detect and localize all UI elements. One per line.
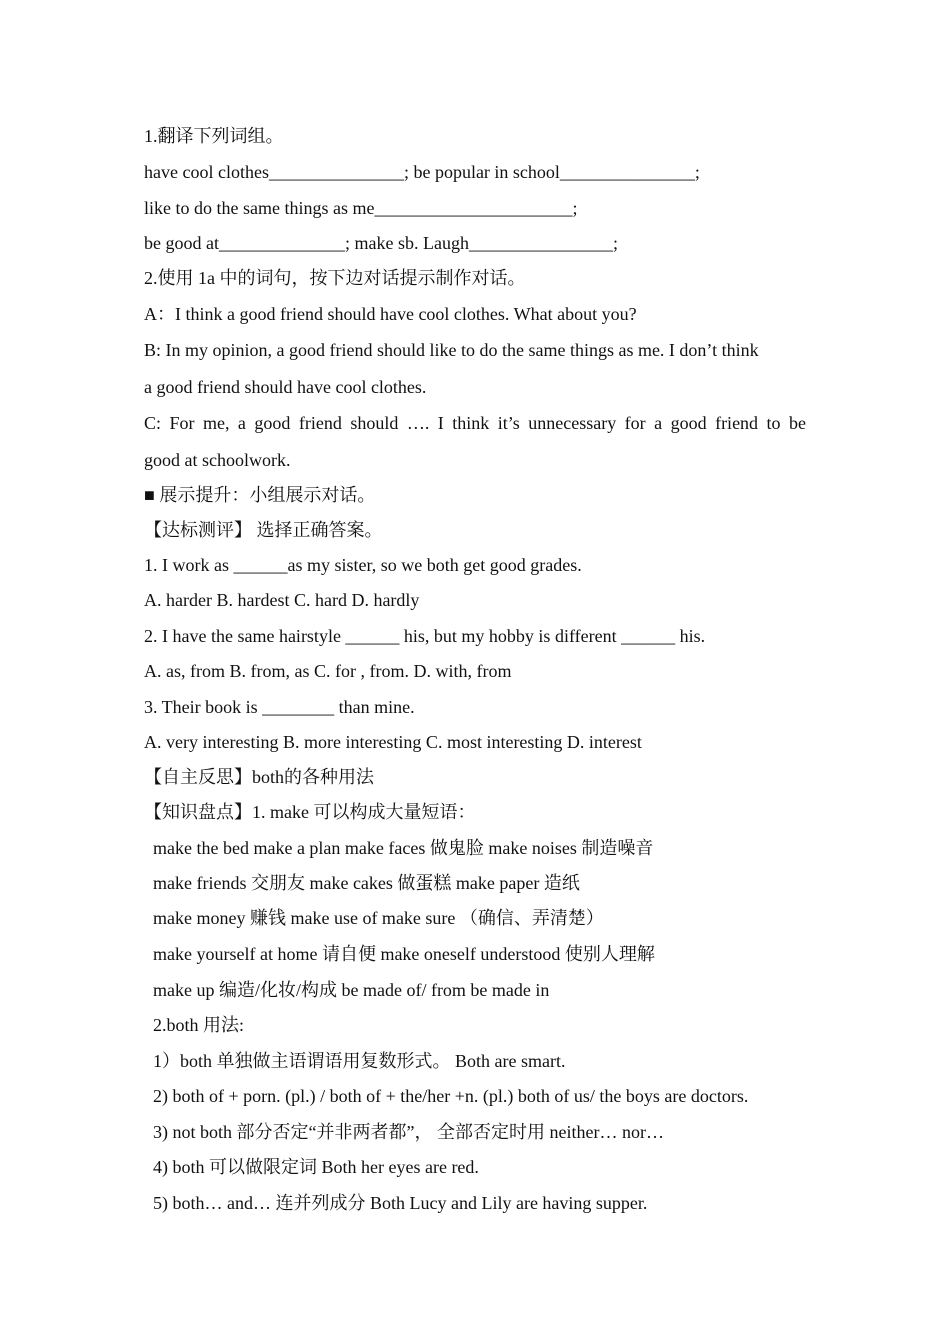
question-1: 1. I work as ______as my sister, so we both get good grades. bbox=[144, 555, 582, 575]
both-usage-4: 4) both 可以做限定词 Both her eyes are red. bbox=[153, 1157, 479, 1177]
make-phrases-3: make money 赚钱 make use of make sure （确信、弄清楚） bbox=[153, 908, 604, 928]
display-heading: ■ 展示提升：小组展示对话。 bbox=[144, 485, 376, 505]
dialogue-b-line-2: a good friend should have cool clothes. bbox=[144, 377, 427, 397]
both-usage-1: 1）both 单独做主语谓语用复数形式。 Both are smart. bbox=[153, 1051, 566, 1071]
make-phrases-4: make yourself at home 请自便 make oneself understood 使别人理解 bbox=[153, 944, 655, 964]
make-phrases-5: make up 编造/化妆/构成 be made of/ from be made in bbox=[153, 980, 550, 1000]
both-usage-3: 3) not both 部分否定“并非两者都”， 全部否定时用 neither… nor… bbox=[153, 1122, 664, 1142]
dialogue-b-line-1: B: In my opinion, a good friend should like to do the same things as me. I don’t think bbox=[144, 340, 759, 360]
section-2-heading: 2.使用 1a 中的词句，按下边对话提示制作对话。 bbox=[144, 268, 526, 288]
question-3-options: A. very interesting B. more interesting C. most interesting D. interest bbox=[144, 732, 642, 752]
reflection-heading: 【自主反思】both的各种用法 bbox=[144, 767, 374, 787]
test-heading: 【达标测评】 选择正确答案。 bbox=[144, 520, 383, 540]
question-2-options: A. as, from B. from, as C. for , from. D. with, from bbox=[144, 661, 512, 681]
question-2: 2. I have the same hairstyle ______ his, but my hobby is different ______ his. bbox=[144, 626, 706, 646]
make-phrases-2: make friends 交朋友 make cakes 做蛋糕 make paper 造纸 bbox=[153, 873, 580, 893]
question-3: 3. Their book is ________ than mine. bbox=[144, 697, 415, 717]
knowledge-heading: 【知识盘点】1. make 可以构成大量短语： bbox=[144, 802, 476, 822]
dialogue-c-line-1: C: For me, a good friend should …. I think it’s unnecessary for a good friend to be bbox=[144, 413, 806, 433]
make-phrases-1: make the bed make a plan make faces 做鬼脸 make noises 制造噪音 bbox=[153, 838, 654, 858]
phrase-line-2: like to do the same things as me______________________; bbox=[144, 198, 578, 218]
dialogue-a: A：I think a good friend should have cool clothes. What about you? bbox=[144, 304, 637, 324]
section-1-heading: 1.翻译下列词组。 bbox=[144, 126, 284, 146]
question-1-options: A. harder B. hardest C. hard D. hardly bbox=[144, 590, 420, 610]
phrase-line-1: have cool clothes_______________; be popular in school_______________; bbox=[144, 162, 700, 182]
both-usage-5: 5) both… and… 连并列成分 Both Lucy and Lily are having supper. bbox=[153, 1193, 648, 1213]
dialogue-c-line-2: good at schoolwork. bbox=[144, 450, 291, 470]
both-usage-2: 2) both of + porn. (pl.) / both of + the/her +n. (pl.) both of us/ the boys are doctors. bbox=[153, 1086, 749, 1106]
both-usage-heading: 2.both 用法: bbox=[153, 1015, 245, 1035]
phrase-line-3: be good at______________; make sb. Laugh________________; bbox=[144, 233, 618, 253]
